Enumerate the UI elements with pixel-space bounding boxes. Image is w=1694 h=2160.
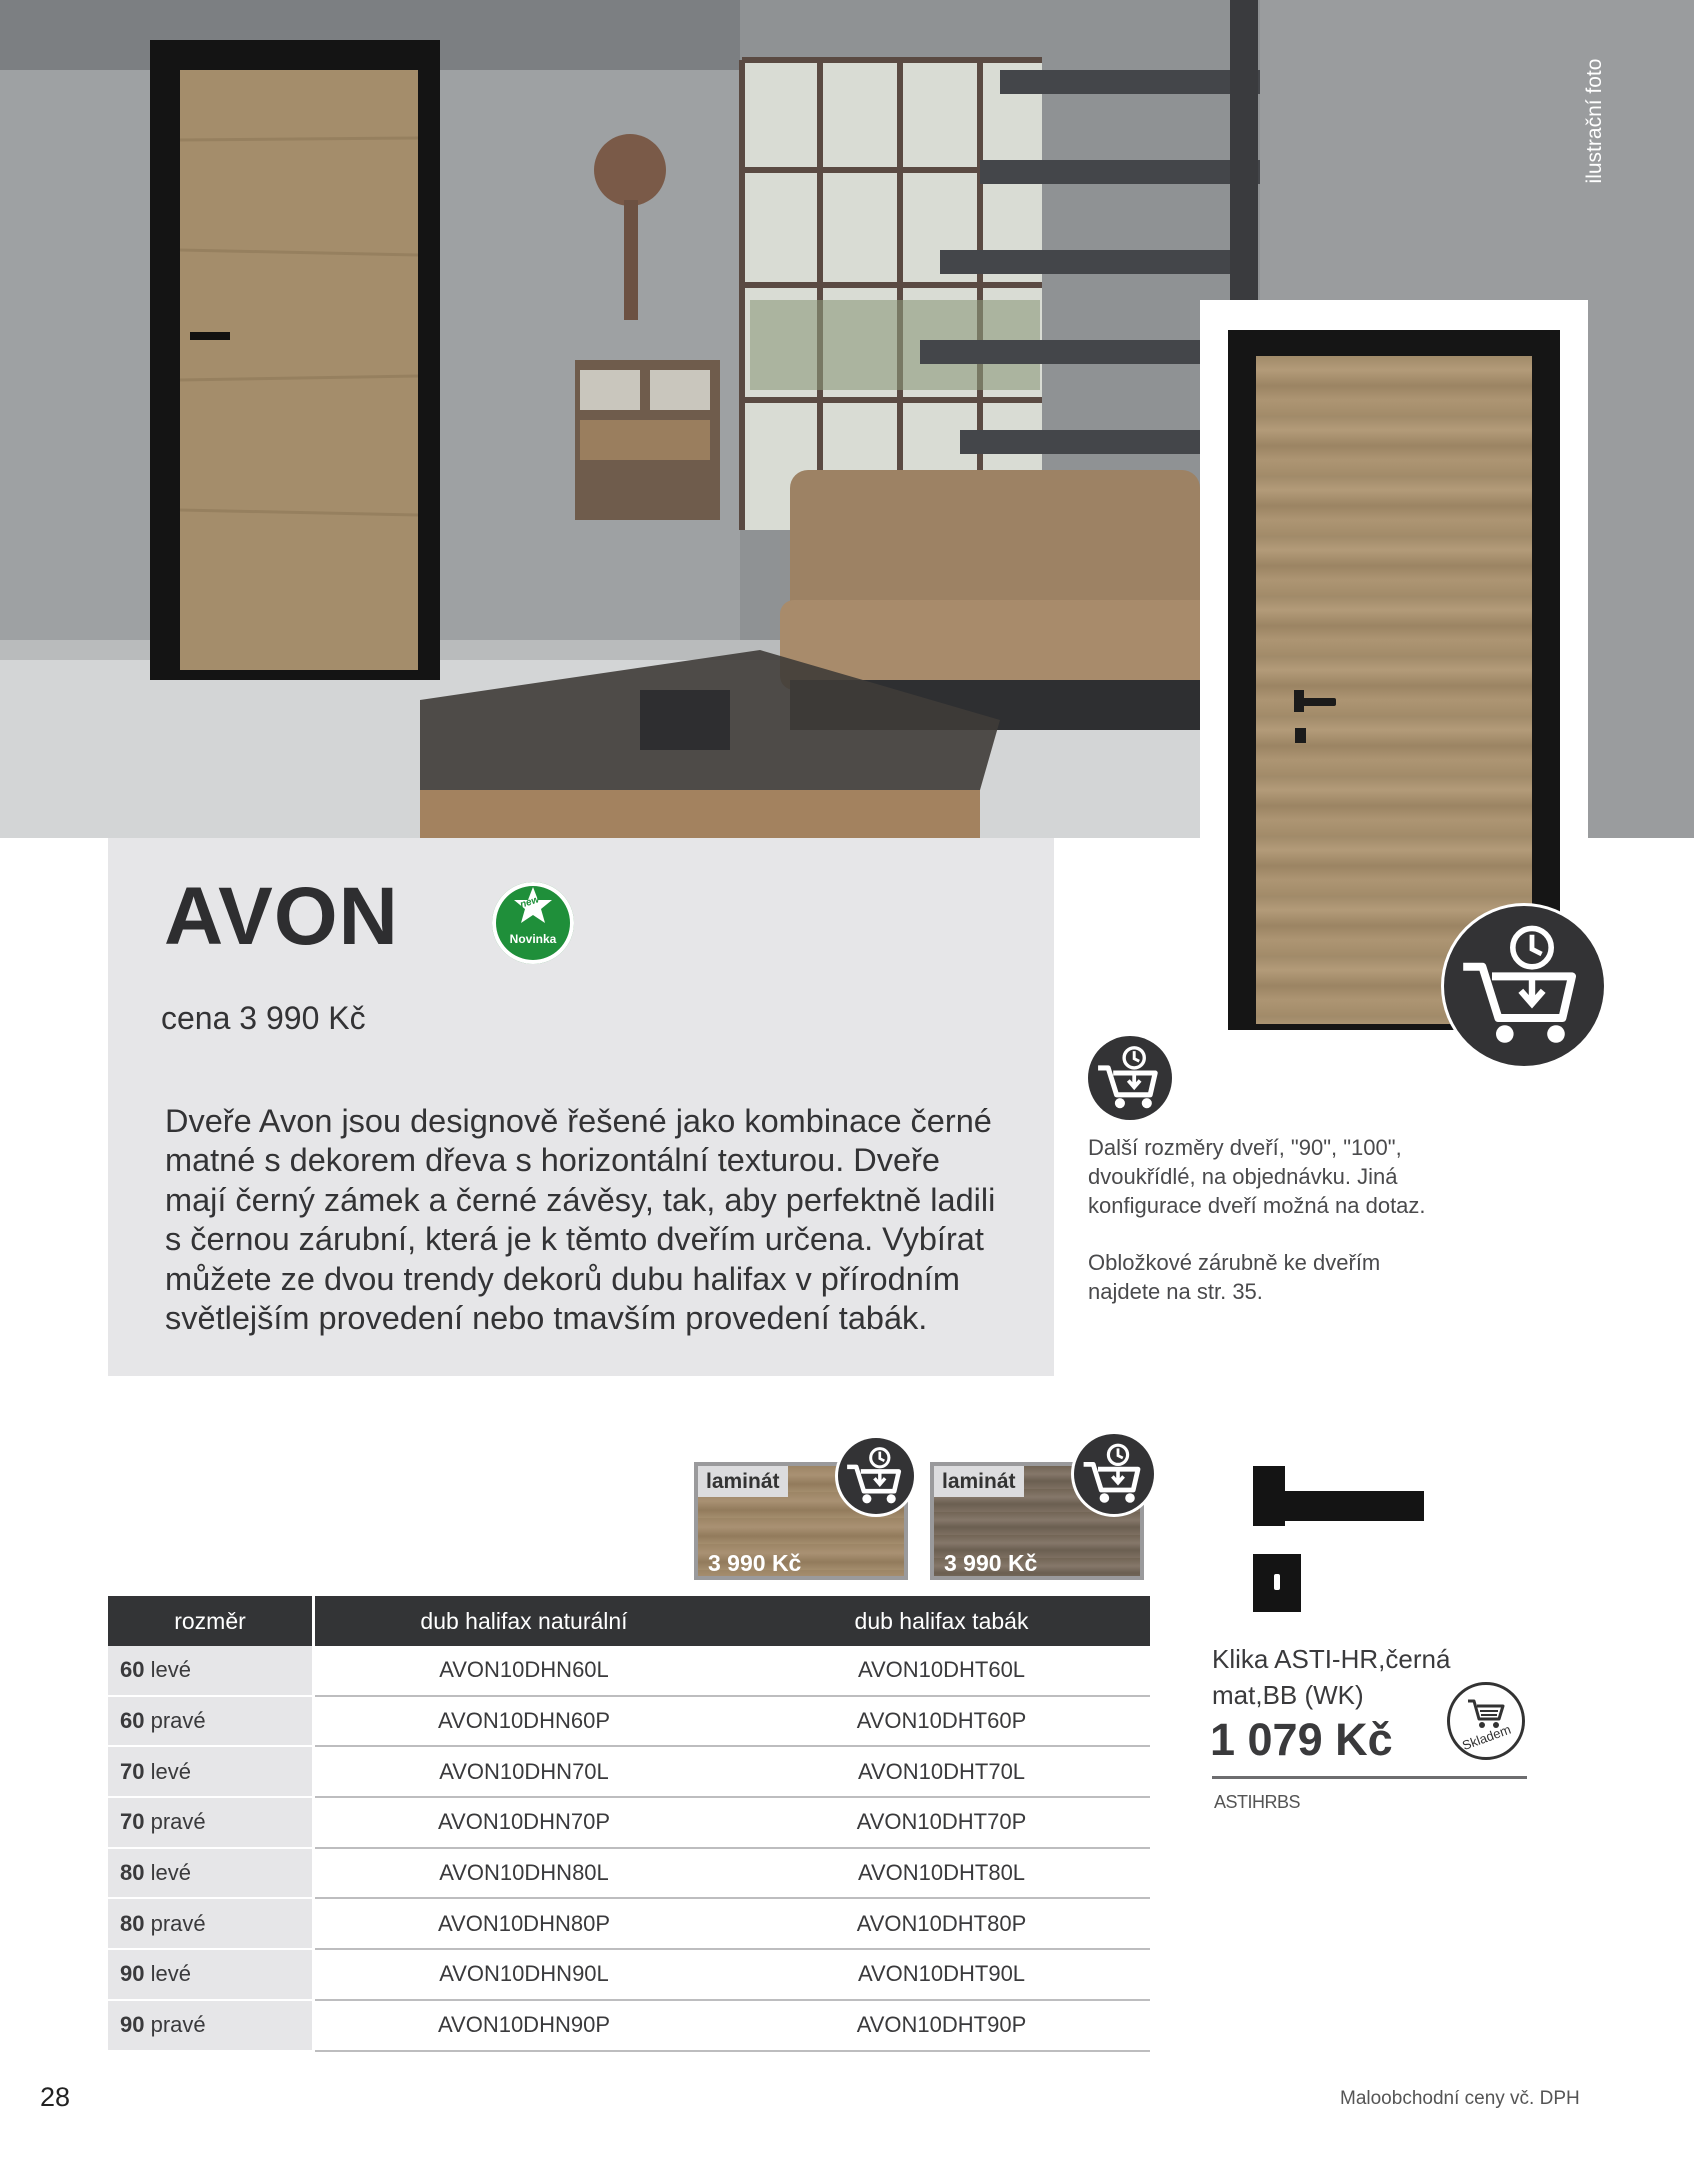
swatch-tag: laminát <box>934 1466 1024 1497</box>
size-cell: 80 levé <box>108 1848 314 1899</box>
photo-note: ilustrační foto <box>1583 58 1606 184</box>
handle-price: 1 079 Kč <box>1210 1714 1393 1765</box>
cart-clock-icon <box>1074 1434 1154 1514</box>
side-note <box>1088 1133 1428 1334</box>
code-cell: AVON10DHN60L <box>314 1646 734 1696</box>
page-number: 28 <box>40 2082 71 2112</box>
table-row <box>108 1797 1150 1848</box>
door-handle <box>1294 698 1336 706</box>
code-cell: AVON10DHN60P <box>314 1696 734 1747</box>
column-header: dub halifax tabák <box>733 1596 1150 1646</box>
swatch-price: 3 990 Kč <box>944 1550 1038 1576</box>
table-row <box>108 1696 1150 1747</box>
badge-label: Novinka <box>509 932 557 946</box>
stock-label-arc <box>1447 1682 1525 1760</box>
table-row <box>108 1746 1150 1797</box>
swatch-price: 3 990 Kč <box>708 1550 802 1576</box>
code-cell: AVON10DHT70L <box>733 1746 1150 1797</box>
product-description: Dveře Avon jsou designově řešené jako kombinace černé matné s dekorem dřeva s horizontální texturou. Dveře mají černý zámek a černé závěsy, tak, aby perfektně ladili s černou zárubní, která je k těmto dveřím určena. Vybírat můžete ze dvou trendy dekorů dubu halifax v přírodním světlejším provedení nebo tmavším provedení tabák. <box>165 1103 996 1337</box>
stock-label: Skladem <box>1460 1721 1513 1754</box>
code-cell: AVON10DHN80P <box>314 1898 734 1949</box>
swatch-tag: laminát <box>698 1466 788 1497</box>
table-row <box>108 1646 1150 1696</box>
table-row <box>108 1898 1150 1949</box>
code-cell: AVON10DHT90P <box>733 2000 1150 2051</box>
handle-divider <box>1212 1776 1527 1779</box>
cart-clock-icon <box>838 1438 914 1514</box>
code-cell: AVON10DHN90P <box>314 2000 734 2051</box>
table-row <box>108 2000 1150 2051</box>
size-cell: 70 pravé <box>108 1797 314 1848</box>
product-title: AVON <box>164 871 399 962</box>
size-cell: 90 levé <box>108 1949 314 2000</box>
side-note-para: Obložkové zárubně ke dveřím najdete na str. 35. <box>1088 1250 1381 1304</box>
price-note: Maloobchodní ceny vč. DPH <box>1340 2088 1580 2109</box>
handle-bar-image <box>1256 1491 1424 1521</box>
code-cell: AVON10DHT90L <box>733 1949 1150 2000</box>
handle-name: Klika ASTI-HR,černá mat,BB (WK) <box>1212 1644 1451 1710</box>
side-note-para: Další rozměry dveří, "90", "100", dvoukřídlé, na objednávku. Jiná konfigurace dveří možná na dotaz. <box>1088 1135 1426 1218</box>
code-cell: AVON10DHT80L <box>733 1848 1150 1899</box>
table-row <box>108 1848 1150 1899</box>
code-cell: AVON10DHT60L <box>733 1646 1150 1696</box>
size-cell: 90 pravé <box>108 2000 314 2051</box>
table-header-row <box>108 1596 1150 1646</box>
code-cell: AVON10DHT60P <box>733 1696 1150 1747</box>
order-cart-icon-small <box>1088 1036 1172 1120</box>
code-cell: AVON10DHN80L <box>314 1848 734 1899</box>
size-code-table <box>108 1596 1150 2052</box>
badge-new-text: new <box>518 894 541 911</box>
door-keyhole <box>1295 728 1306 743</box>
handle-keyslot <box>1274 1574 1280 1590</box>
code-cell: AVON10DHN90L <box>314 1949 734 2000</box>
code-cell: AVON10DHN70P <box>314 1797 734 1848</box>
code-cell: AVON10DHT80P <box>733 1898 1150 1949</box>
size-cell: 60 levé <box>108 1646 314 1696</box>
column-header: dub halifax naturální <box>314 1596 734 1646</box>
swatch-cart-icon <box>1074 1434 1154 1514</box>
swatch-cart-icon <box>838 1438 914 1514</box>
code-cell: AVON10DHN70L <box>314 1746 734 1797</box>
table-row <box>108 1949 1150 2000</box>
code-cell: AVON10DHT70P <box>733 1797 1150 1848</box>
cart-clock-icon <box>1088 1036 1172 1120</box>
size-cell: 70 levé <box>108 1746 314 1797</box>
cart-clock-icon <box>1444 906 1604 1066</box>
order-cart-icon <box>1444 906 1604 1066</box>
size-cell: 80 pravé <box>108 1898 314 1949</box>
handle-code: ASTIHRBS <box>1214 1792 1301 1812</box>
size-cell: 60 pravé <box>108 1696 314 1747</box>
column-header: rozměr <box>108 1596 314 1646</box>
product-price: cena 3 990 Kč <box>161 1000 366 1036</box>
new-badge <box>492 882 574 964</box>
